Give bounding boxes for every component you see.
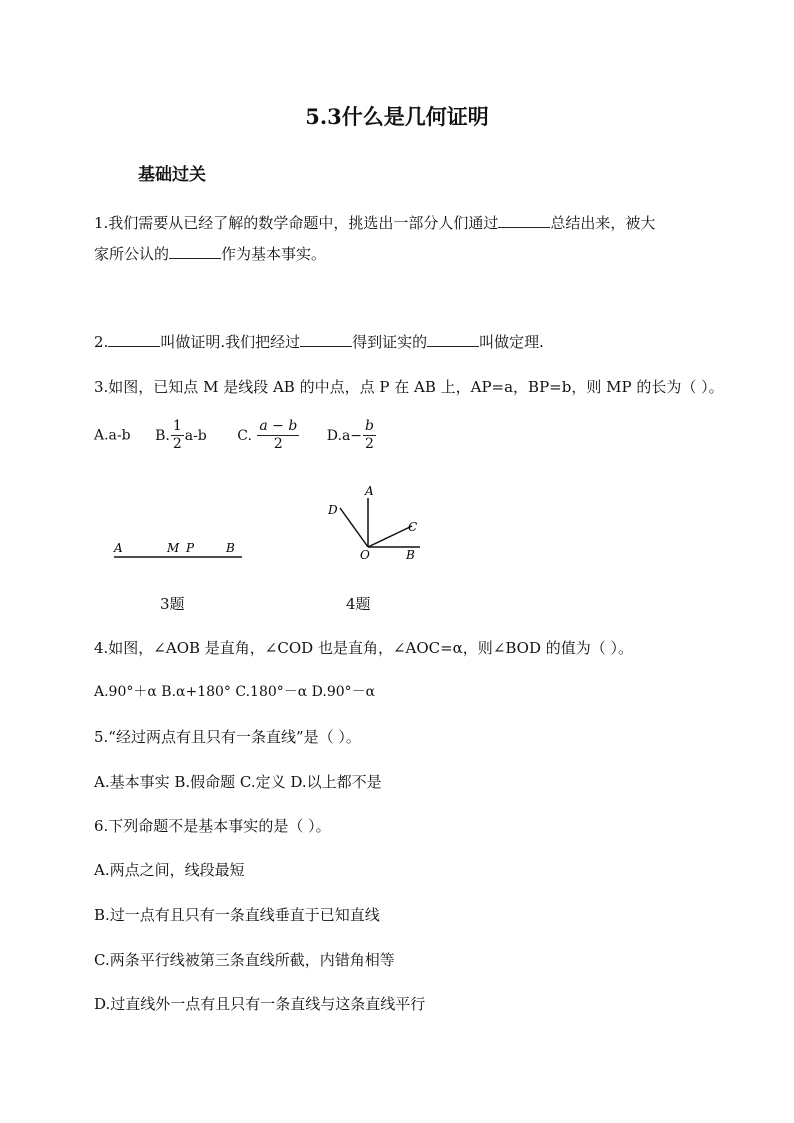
q2-blank-3 — [427, 345, 479, 347]
q2-num: 2. — [94, 333, 109, 351]
ray-oc — [368, 526, 412, 547]
q3-option-c-fraction — [257, 418, 299, 453]
q6-stem: 6.下列命题不是基本事实的是（ ）。 — [94, 817, 331, 835]
label-d: D — [328, 503, 338, 517]
label-b: B — [406, 548, 415, 562]
label-o: O — [360, 548, 370, 562]
q2-blank-2 — [300, 345, 352, 347]
q3-option-d-denominator: 2 — [365, 436, 374, 452]
q6-option-a: A.两点之间，线段最短 — [94, 861, 245, 879]
q1-text-a: 1.我们需要从已经了解的数学命题中，挑选出一部分人们通过 — [94, 214, 499, 232]
q3-option-b-fraction — [171, 418, 184, 453]
q6-option-d: D.过直线外一点有且只有一条直线与这条直线平行 — [94, 995, 426, 1013]
q1-text-d: 作为基本事实。 — [221, 245, 327, 263]
q3-option-a: A.a-b — [94, 427, 131, 444]
label-a: A — [365, 484, 374, 498]
q3-option-d-numerator: b — [365, 418, 374, 434]
q3-option-c-numerator: a − b — [259, 418, 298, 434]
q1-line1 — [94, 212, 655, 233]
q3-option-d-label: D.a− — [326, 427, 363, 444]
q1-text-b: 总结出来，被大 — [550, 214, 656, 232]
q3-stem: 3.如图，已知点 M 是线段 AB 的中点，点 P 在 AB 上，AP=a，BP=b，则 MP 的长为（ ）。 — [94, 378, 724, 396]
ray-od — [340, 508, 368, 547]
q3-option-c-label: C. — [237, 427, 252, 444]
label-m: M — [167, 541, 180, 555]
figure-3-caption: 3题 — [160, 595, 185, 613]
q1-blank-1 — [498, 226, 550, 228]
q3-option-b-denominator: 2 — [172, 436, 182, 452]
q6-option-c: C.两条平行线被第三条直线所截，内错角相等 — [94, 951, 395, 969]
q2-text-3: 叫做定理. — [479, 333, 544, 351]
q5-options: A.基本事实 B.假命题 C.定义 D.以上都不是 — [94, 773, 382, 791]
section-heading: 基础过关 — [138, 165, 206, 185]
label-p: P — [186, 541, 195, 555]
q1-blank-2 — [169, 257, 221, 259]
label-a: A — [114, 541, 123, 555]
q3-option-d-fraction — [363, 418, 376, 453]
q3-option-b — [155, 418, 211, 452]
q2-blank-1 — [108, 345, 160, 347]
q3-option-d — [326, 418, 377, 452]
page-title: 5.3什么是几何证明 — [305, 104, 489, 129]
figure-3-diagram — [108, 535, 248, 565]
q5-stem: 5.“经过两点有且只有一条直线”是（ ）。 — [94, 728, 361, 746]
q6-option-b: B.过一点有且只有一条直线垂直于已知直线 — [94, 906, 380, 924]
q3-option-c — [237, 418, 305, 452]
q2-text-2: 得到证实的 — [352, 333, 428, 351]
figure-4-diagram — [320, 482, 430, 562]
label-b: B — [226, 541, 235, 555]
q1-text-c: 家所公认的 — [94, 245, 170, 263]
q4-stem: 4.如图，∠AOB 是直角，∠COD 也是直角，∠AOC=α，则∠BOD 的值为（ ）。 — [94, 639, 634, 657]
label-c: C — [408, 520, 418, 534]
q3-options — [94, 418, 377, 453]
q3-option-b-numerator: 1 — [172, 418, 182, 434]
q3-option-b-tail: a-b — [184, 427, 207, 444]
q3-option-c-denominator: 2 — [273, 436, 283, 452]
q1-line2 — [94, 243, 326, 264]
q4-options: A.90°＋α B.α+180° C.180°－α D.90°－α — [94, 684, 376, 700]
q2-text-1: 叫做证明.我们把经过 — [160, 333, 301, 351]
q3-option-b-label: B. — [155, 427, 170, 444]
q2-line — [94, 331, 544, 352]
figure-4-caption: 4题 — [346, 595, 371, 613]
